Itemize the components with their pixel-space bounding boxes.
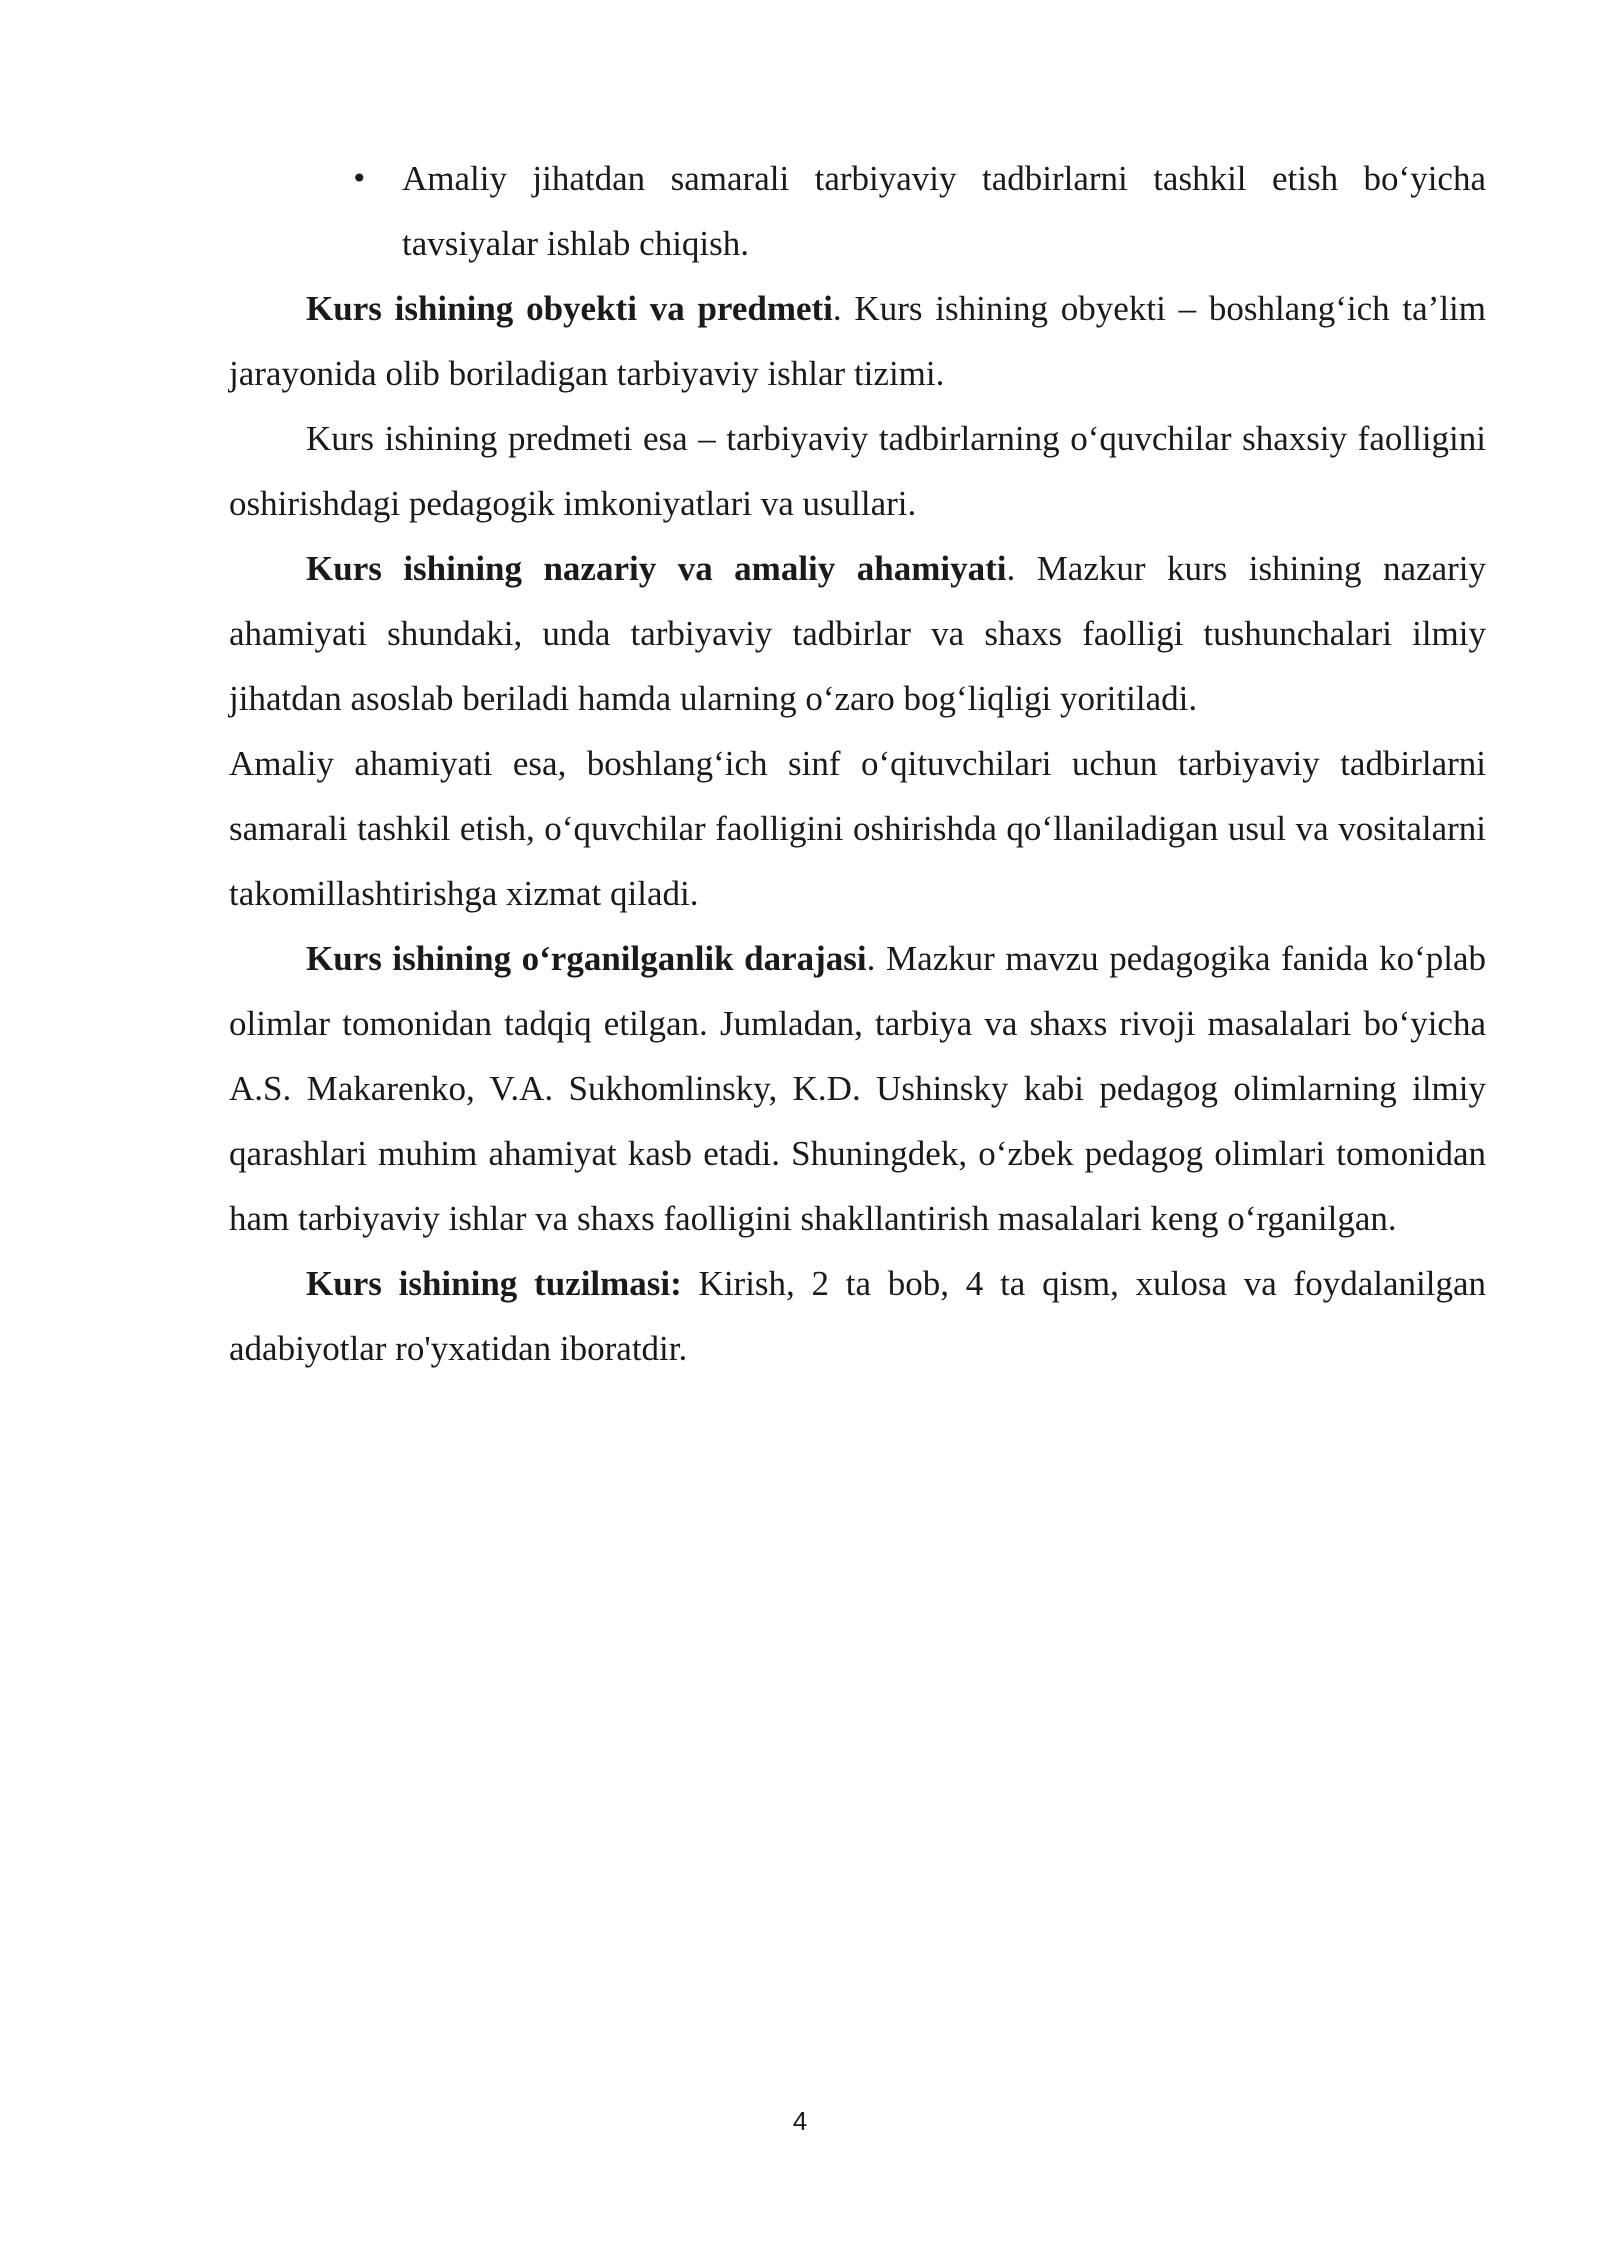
paragraph-text: . Kurs ishining obyekti – boshlang‘ich ta’lim jarayonida olib boriladigan tarbiyaviy ishlar tizimi. [229, 289, 1486, 393]
bullet-item [229, 146, 1486, 276]
paragraph-text: Kirish, 2 ta bob, 4 ta qism, xulosa va foydalanilgan adabiyotlar ro'yxatidan iboratdir. [229, 1264, 1486, 1368]
paragraph-heading: Kurs ishining o‘rganilganlik darajasi [306, 939, 867, 978]
bullet-text: Amaliy jihatdan samarali tarbiyaviy tadbirlarni tashkil etish bo‘yicha tavsiyalar ishlab chiqish. [402, 159, 1486, 263]
paragraph-heading: Kurs ishining tuzilmasi: [306, 1264, 682, 1303]
paragraph-text: . Mazkur mavzu pedagogika fanida ko‘plab olimlar tomonidan tadqiq etilgan. Jumladan, tarbiya va shaxs rivoji masalalari bo‘yicha A.S. Makarenko, V.A. Sukhomlinsky, K.D. Ushinsky kabi pedagog olimlarning ilmiy qarashlari muhim ahamiyat kasb etadi. Shuningdek, o‘zbek pedagog olimlari tomonidan ham tarbiyaviy ishlar va shaxs faolligini shakllantirish masalalari keng o‘rganilgan. [229, 939, 1486, 1238]
paragraph-heading: Kurs ishining obyekti va predmeti [306, 289, 833, 328]
bullet-icon: • [351, 162, 368, 195]
paragraph-significance [229, 536, 1486, 731]
page-number: 4 [792, 2106, 808, 2136]
body-text [229, 146, 1486, 1381]
paragraph-text: . Mazkur kurs ishining nazariy ahamiyati shundaki, unda tarbiyaviy tadbirlar va shaxs faolligi tushunchalari ilmiy jihatdan asoslab beriladi hamda ularning o‘zaro bog‘liqligi yoritiladi. [229, 549, 1486, 718]
paragraph-study-level [229, 926, 1486, 1251]
paragraph-structure [229, 1251, 1486, 1381]
paragraph-heading: Kurs ishining nazariy va amaliy ahamiyati [306, 549, 1007, 588]
paragraph-practical-significance [229, 731, 1486, 926]
paragraph-subject [229, 406, 1486, 536]
paragraph-text: Amaliy ahamiyati esa, boshlang‘ich sinf o‘qituvchilari uchun tarbiyaviy tadbirlarni samarali tashkil etish, o‘quvchilar faolligini oshirishda qo‘llaniladigan usul va vositalarni takomillashtirishga xizmat qiladi. [229, 744, 1486, 913]
paragraph-object-subject [229, 276, 1486, 406]
paragraph-text: Kurs ishining predmeti esa – tarbiyaviy tadbirlarning o‘quvchilar shaxsiy faolligini oshirishdagi pedagogik imkoniyatlari va usullari. [229, 419, 1486, 523]
